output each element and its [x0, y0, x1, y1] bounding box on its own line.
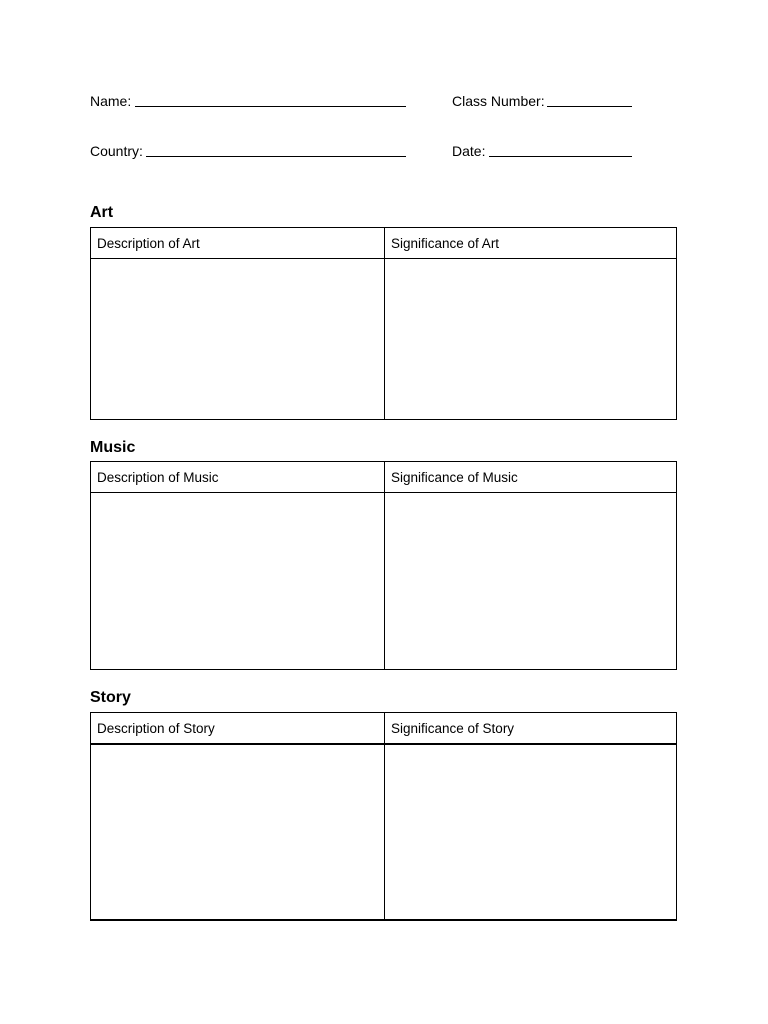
art-significance-cell[interactable] [385, 259, 676, 419]
music-significance-header: Significance of Music [391, 470, 518, 485]
story-table [90, 712, 677, 921]
music-table [90, 461, 677, 670]
story-significance-cell[interactable] [385, 745, 676, 919]
date-label: Date: [452, 143, 486, 159]
art-table [90, 227, 677, 420]
story-significance-header: Significance of Story [391, 721, 515, 736]
country-label: Country: [90, 143, 143, 159]
section-title-music: Music [90, 439, 136, 456]
class-number-label: Class Number: [452, 93, 545, 109]
country-field[interactable] [146, 156, 406, 157]
story-description-cell[interactable] [91, 745, 384, 919]
story-description-header: Description of Story [97, 721, 215, 736]
music-description-cell[interactable] [91, 493, 384, 669]
music-description-header: Description of Music [97, 470, 219, 485]
name-field[interactable] [135, 106, 406, 107]
class-number-field[interactable] [547, 106, 632, 107]
section-title-art: Art [90, 204, 114, 221]
music-significance-cell[interactable] [385, 493, 676, 669]
date-field[interactable] [489, 156, 632, 157]
art-description-cell[interactable] [91, 259, 384, 419]
art-significance-header: Significance of Art [391, 236, 500, 251]
name-label: Name: [90, 93, 132, 109]
art-description-header: Description of Art [97, 236, 200, 251]
section-title-story: Story [90, 689, 131, 706]
